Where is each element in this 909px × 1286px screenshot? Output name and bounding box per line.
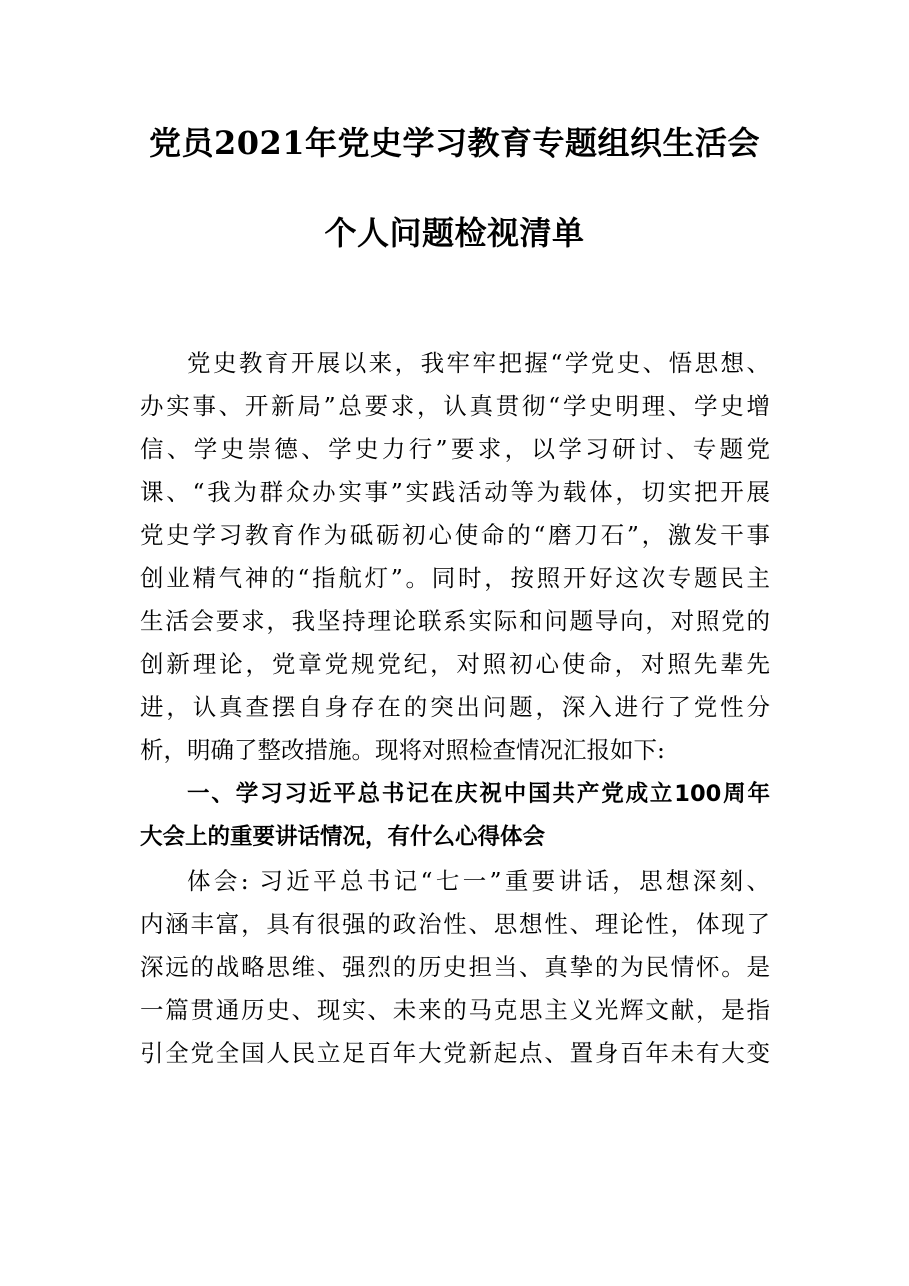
paragraph-1-line: 创业精气神的“指航灯”。同时，按照开好这次专题民主 (140, 564, 770, 592)
paragraph-1-line: 析，明确了整改措施。现将对照检查情况汇报如下: (140, 736, 665, 764)
paragraph-1-line: 办实事、开新局”总要求，认真贯彻“学史明理、学史增 (140, 392, 770, 420)
paragraph-1-line: 党史学习教育作为砥砺初心使命的“磨刀石”，激发干事 (140, 521, 770, 549)
paragraph-1-line: 课、“我为群众办实事”实践活动等为载体，切实把开展 (140, 478, 770, 506)
paragraph-1-line: 党史教育开展以来，我牢牢把握“学党史、悟思想、 (187, 349, 770, 377)
paragraph-2-line: 深远的战略思维、强烈的历史担当、真挚的为民情怀。是 (140, 953, 770, 981)
section-heading-line: 一、学习习近平总书记在庆祝中国共产党成立100周年 (187, 781, 770, 807)
paragraph-1-line: 创新理论，党章党规党纪，对照初心使命，对照先辈先 (140, 650, 770, 678)
paragraph-2-line: 体会: 习近平总书记“七一”重要讲话，思想深刻、 (187, 867, 770, 895)
document-title-line-2: 个人问题检视清单 (324, 214, 585, 252)
paragraph-1-line: 进，认真查摆自身存在的突出问题，深入进行了党性分 (140, 693, 770, 721)
paragraph-2-line: 引全党全国人民立足百年大党新起点、置身百年未有大变 (140, 1039, 770, 1067)
document-title-line-1: 党员2021年党史学习教育专题组织生活会 (148, 124, 761, 162)
paragraph-2-line: 一篇贯通历史、现实、未来的马克思主义光辉文献，是指 (140, 996, 770, 1024)
paragraph-1-line: 信、学史崇德、学史力行”要求，以学习研讨、专题党 (140, 435, 770, 463)
section-heading-line: 大会上的重要讲话情况，有什么心得体会 (140, 824, 546, 850)
paragraph-2-line: 内涵丰富，具有很强的政治性、思想性、理论性，体现了 (140, 910, 770, 938)
paragraph-1-line: 生活会要求，我坚持理论联系实际和问题导向，对照党的 (140, 607, 770, 635)
